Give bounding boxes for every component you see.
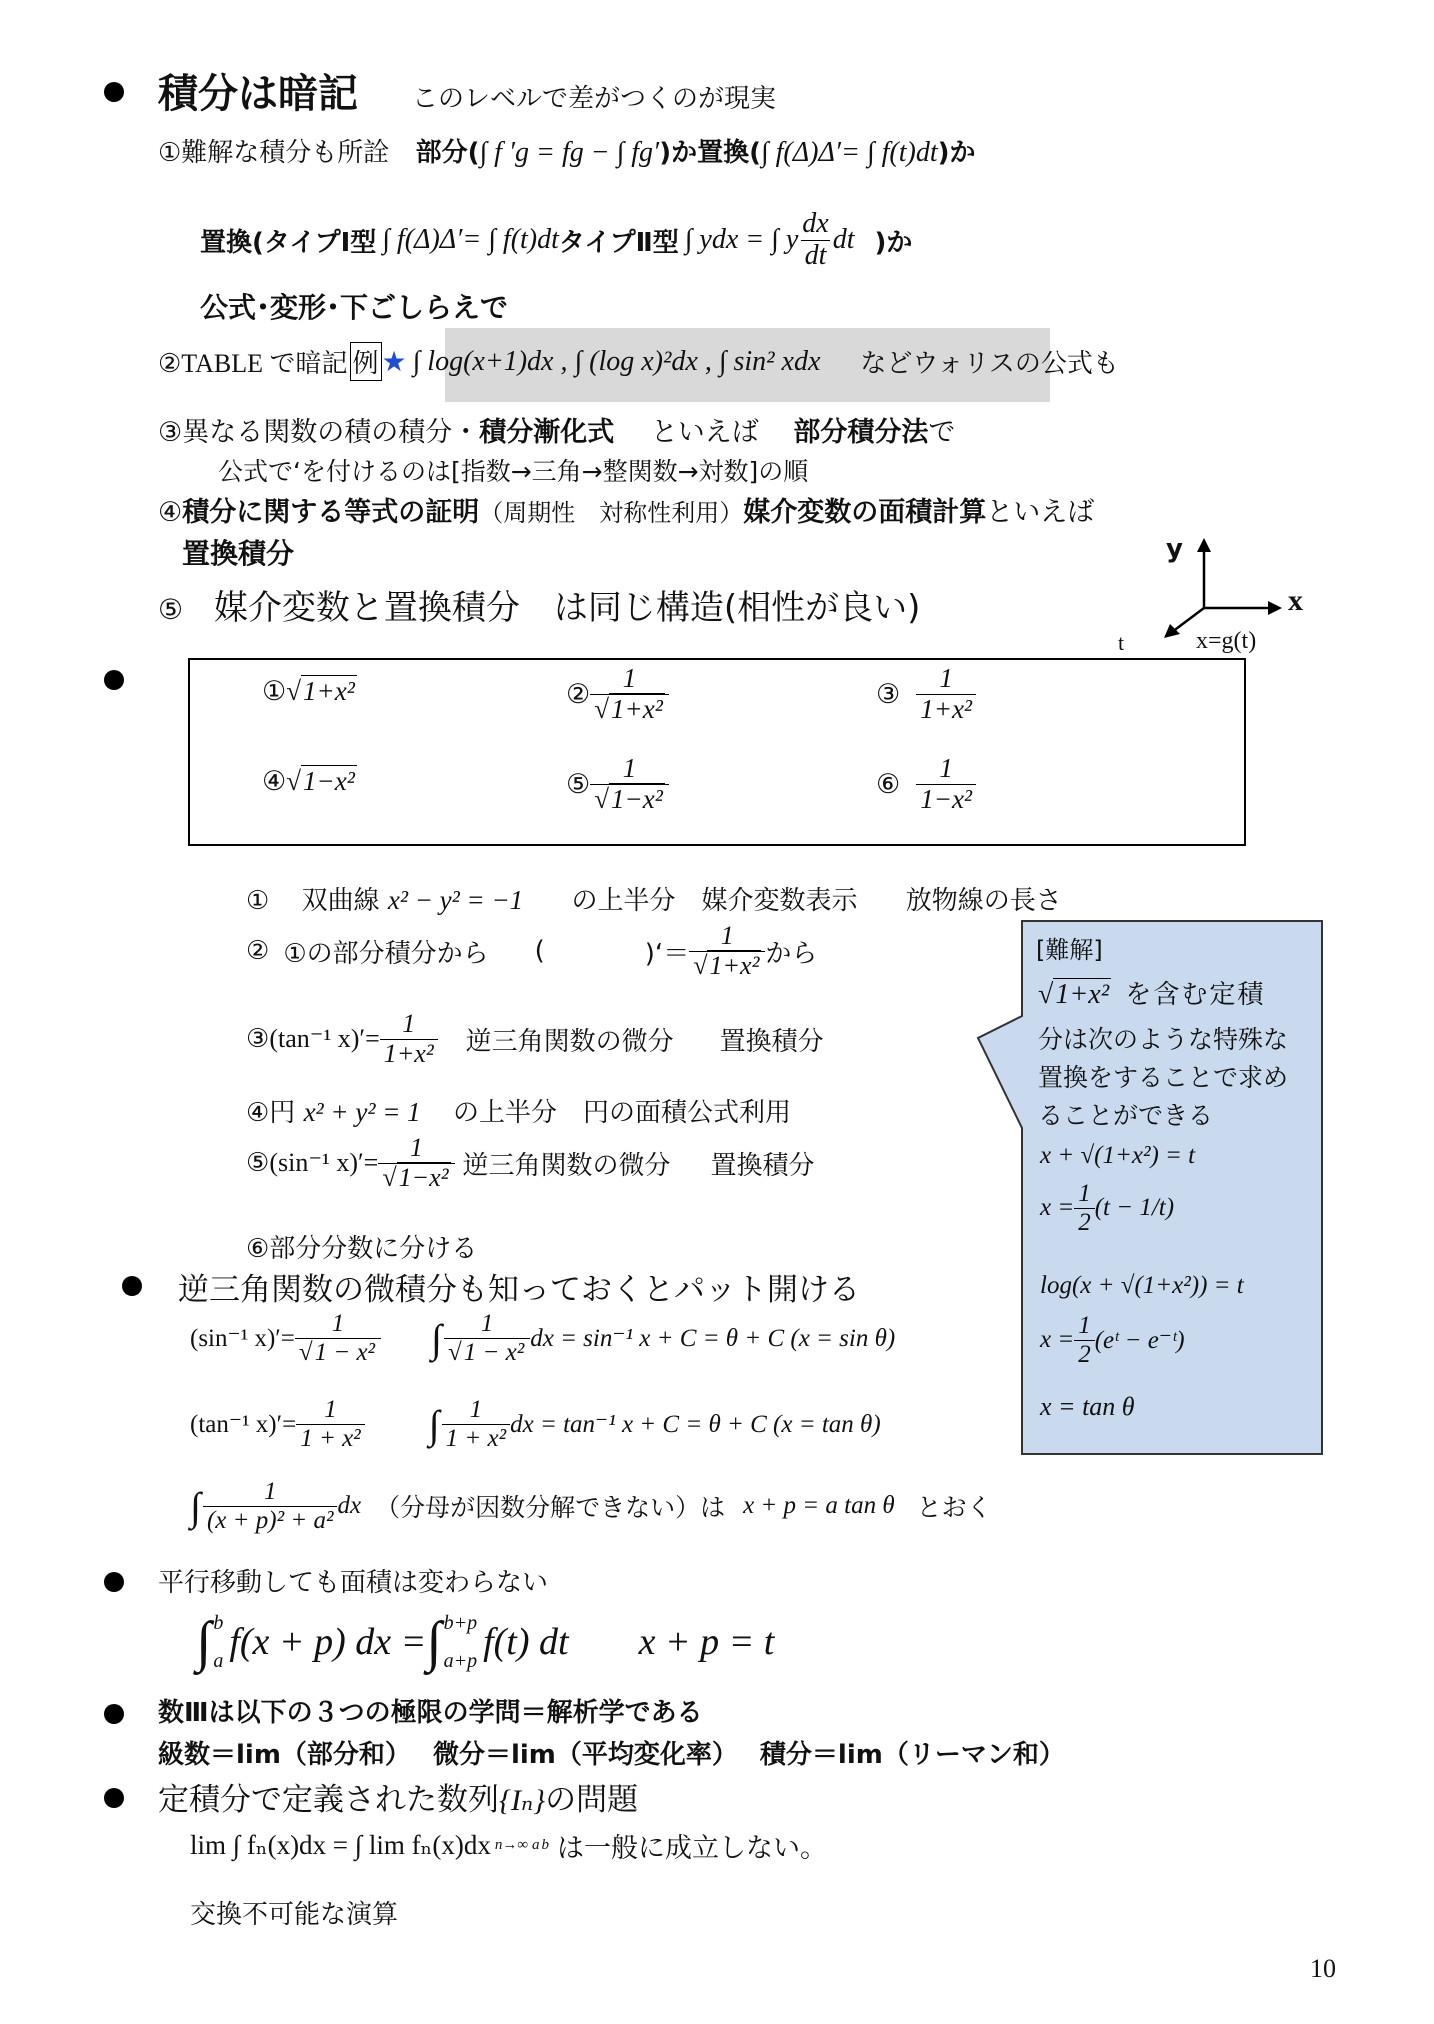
axis-y-label: y xyxy=(1166,534,1183,564)
line-5: ③異なる関数の積の積分・積分漸化式 といえば 部分積分法で xyxy=(158,417,956,448)
callout-line-1: √1+x² を含む定積 xyxy=(1038,979,1266,1010)
axis-x-label: x xyxy=(1288,584,1303,617)
line-9: ⑤ 媒介変数と置換積分 は同じ構造(相性が良い) xyxy=(158,588,921,628)
callout-formula-5: x = tan θ xyxy=(1040,1392,1135,1421)
star-icon: ★ xyxy=(381,345,407,378)
note-4: ④円 x² + y² = 1 の上半分 円の面積公式利用 xyxy=(246,1097,791,1128)
bullet xyxy=(104,82,124,102)
table-cell-3: ③ $\frac{1}{\text{1+x²}}$ xyxy=(876,664,976,724)
callout-line-2: 分は次のような特殊な xyxy=(1038,1025,1289,1054)
line-4: ②TABLE で暗記 例 ★ ∫ log(x+1)dx , ∫ (log x)²dx , ∫ sin² xdx などウォリスの公式も xyxy=(158,342,1119,381)
bullet xyxy=(104,1572,124,1592)
note-1: ① 双曲線 x² − y² = −1 の上半分 媒介変数表示 放物線の長さ xyxy=(246,885,1062,916)
dx-dt-fraction: $\frac{dx}{dt}$ xyxy=(802,207,829,271)
callout-formula-4: x = $\frac{1}{2}$ (eᵗ − e⁻ᵗ) xyxy=(1040,1312,1185,1368)
example-box: 例 xyxy=(350,342,382,381)
line-1: ①難解な積分も所詮 部分(∫ f ′g = fg − ∫ fg′)か置換(∫ f(Δ)Δ′= ∫ f(t)dt)か xyxy=(158,137,976,168)
bullet xyxy=(104,1704,124,1724)
axis-x-eq-label: x=g(t) xyxy=(1196,628,1257,654)
section-subtitle: このレベルで差がつくのが現実 xyxy=(412,84,777,114)
line-7: ④積分に関する等式の証明（周期性 対称性利用）媒介変数の面積計算といえば xyxy=(158,497,1095,528)
callout-formula-3: log(x + √(1+x²)) = t xyxy=(1040,1272,1244,1299)
sequence-heading: 定積分で定義された数列{Iₙ}の問題 xyxy=(158,1782,639,1818)
note-6: ⑥部分分数に分ける xyxy=(246,1234,478,1264)
callout-formula-1: x + √(1+x²) = t xyxy=(1040,1142,1196,1169)
inverse-heading: 逆三角関数の微積分も知っておくとパット開ける xyxy=(178,1272,860,1308)
table-cell-2: ② $\frac{1}{\text{√1+x²}}$ xyxy=(566,664,669,724)
table-cell-5: ⑤ $\frac{1}{\text{√1−x²}}$ xyxy=(566,754,669,814)
bullet xyxy=(104,670,124,690)
shift-formula: ∫ b a f(x + p) dx = ∫ b+p a+p f(t) dt x + p = t xyxy=(196,1611,775,1673)
callout-line-4: ることができる xyxy=(1038,1101,1214,1130)
line-3: 公式･変形･下ごしらえで xyxy=(200,291,509,324)
inverse-row-1: (sin⁻¹ x)′= $\frac{1}{\text{√1 − x²}}$ ∫ $\frac{1}{\text{√1 − x²}}$ dx = sin⁻¹ x + C = θ + C (x = sin θ) xyxy=(190,1310,896,1366)
inverse-row-3: ∫ $\frac{1}{\text{(x + p)² + a²}}$ dx （分母が因数分解できない）は x + p = a tan θ とおく xyxy=(190,1478,992,1534)
table-cell-6: ⑥ $\frac{1}{\text{1−x²}}$ xyxy=(876,754,976,814)
sequence-note: 交換不可能な演算 xyxy=(190,1900,399,1930)
table-cell-4: ④√1−x² xyxy=(262,766,355,796)
table-cell-1: ①√1+x² xyxy=(262,676,355,706)
callout-formula-2: x = $\frac{1}{2}$ (t − 1/t) xyxy=(1040,1180,1175,1236)
bullet xyxy=(104,1788,124,1808)
line-8: 置換積分 xyxy=(182,537,295,570)
page-number: 10 xyxy=(1310,1954,1336,1983)
callout-line-3: 置換をすることで求め xyxy=(1038,1063,1289,1092)
bullet xyxy=(122,1276,142,1296)
axis-t-label: t xyxy=(1118,630,1125,655)
inverse-row-2: (tan⁻¹ x)′= $\frac{1}{\text{1 + x²}}$ ∫ $\frac{1}{\text{1 + x²}}$ dx = tan⁻¹ x + C = θ + C (x = tan θ) xyxy=(190,1396,881,1452)
section-title: 積分は暗記 xyxy=(158,71,358,117)
callout-title: [難解] xyxy=(1036,936,1103,964)
note-3: ③ (tan⁻¹ x)′= $\frac{1}{\text{1+x²}}$ 逆三角関数の微分 置換積分 xyxy=(246,1009,824,1068)
limits-line-2: 級数＝lim（部分和） 微分＝lim（平均変化率） 積分＝lim（リーマン和） xyxy=(158,1740,1065,1770)
line-2: 置換(タイプⅠ型 ∫ f(Δ)Δ′= ∫ f(t)dt タイプⅡ型 ∫ ydx = ∫ y $\frac{dx}{dt}$ dt )か xyxy=(200,207,913,271)
note-2: ② ①の部分積分から ( )‘＝ $\frac{1}{\text{√1+x²}}$ から xyxy=(246,921,818,980)
sequence-formula: lim ∫ fₙ(x)dx = ∫ lim fₙ(x)dx n→∞ a b は一般に成立しない。 xyxy=(190,1830,828,1864)
line-6: 公式で‘を付けるのは[指数→三角→整関数→対数]の順 xyxy=(218,457,809,486)
limits-line-1: 数Ⅲは以下の３つの極限の学問＝解析学である xyxy=(158,1698,703,1728)
note-5: ⑤ (sin⁻¹ x)′= $\frac{1}{\text{√1−x²}}$ 逆三角関数の微分 置換積分 xyxy=(246,1133,815,1192)
shift-heading: 平行移動しても面積は変わらない xyxy=(158,1568,549,1598)
